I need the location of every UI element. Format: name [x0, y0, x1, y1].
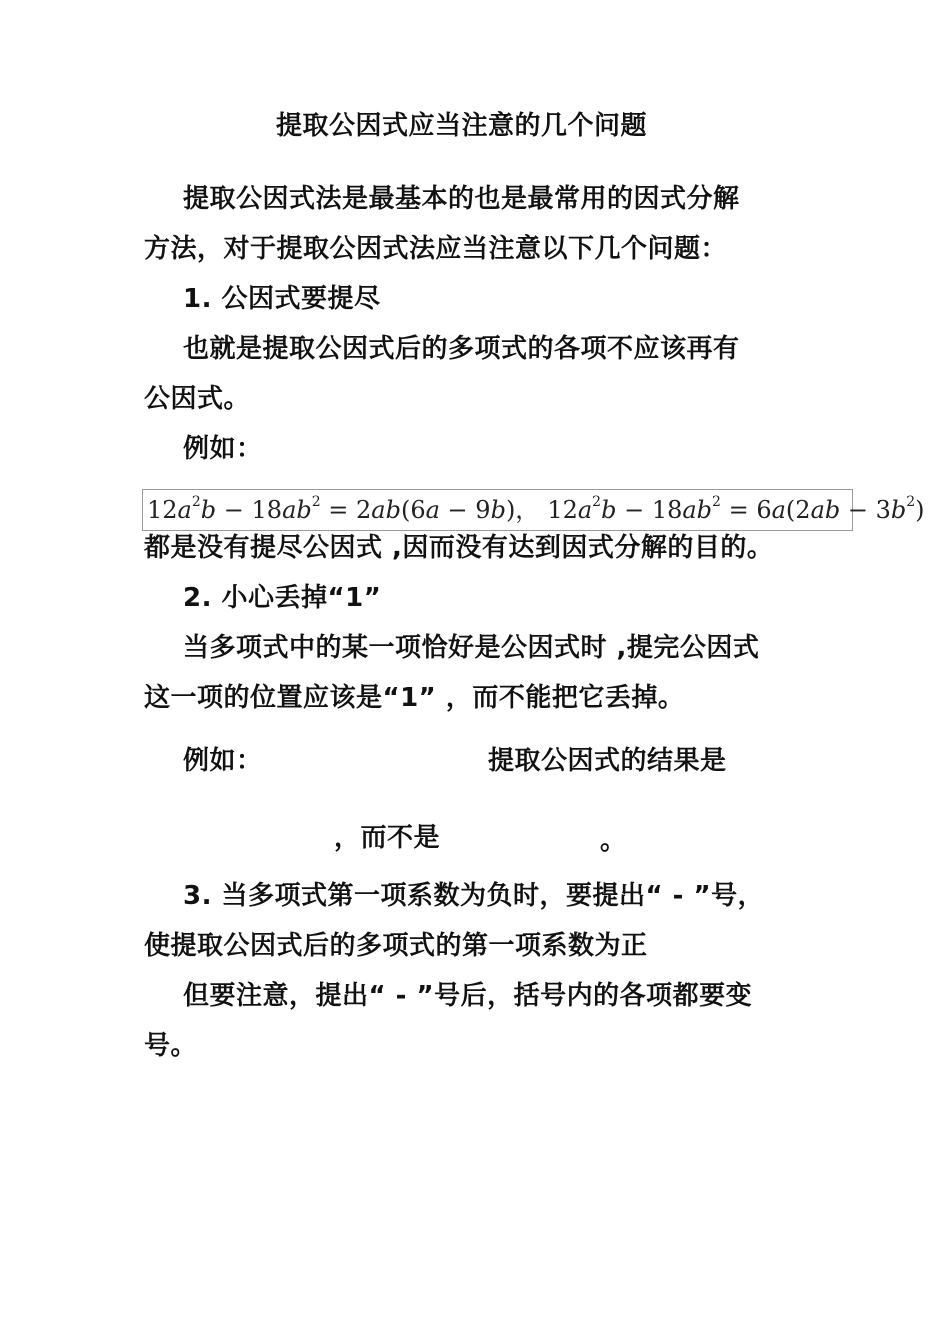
intro-line-2: 方法，对于提取公因式法应当注意以下几个问题： [144, 234, 728, 264]
section-1-conclusion: 都是没有提尽公因式 ,因而没有达到因式分解的目的。 [144, 533, 774, 563]
intro-line-1: 提取公因式法是最基本的也是最常用的因式分解 [183, 184, 740, 214]
section-3-heading: 3. 当多项式第一项系数为负时，要提出“ - ”号， [183, 881, 765, 911]
section-2-result-label: 提取公因式的结果是 [488, 746, 727, 776]
section-2-example-label: 例如： [183, 746, 263, 776]
formula-image: $12a^2b - 18ab^2 = 2ab(6a - 9b)$， $12a^2b - 18ab^2 = 6a(2ab - 3b^2)$ [142, 489, 853, 531]
section-2-period: 。 [600, 826, 627, 856]
section-3-note-line-2: 号。 [144, 1031, 198, 1061]
section-2-heading: 2. 小心丢掉“1” [183, 583, 382, 613]
section-3-line-2: 使提取公因式后的多项式的第一项系数为正 [144, 931, 648, 961]
section-1-body-line-2: 公因式。 [144, 384, 251, 414]
section-3-note-line-1: 但要注意，提出“ - ”号后，括号内的各项都要变 [183, 981, 753, 1011]
section-2-body-line-2: 这一项的位置应该是“1” ，而不能把它丢掉。 [144, 683, 685, 713]
section-1-body-line-1: 也就是提取公因式后的多项式的各项不应该再有 [183, 334, 740, 364]
document-title: 提取公因式应当注意的几个问题 [276, 111, 648, 141]
section-2-not-label: ，而不是 [334, 823, 441, 853]
section-2-body-line-1: 当多项式中的某一项恰好是公因式时 ,提完公因式 [183, 633, 760, 663]
section-1-heading: 1. 公因式要提尽 [183, 284, 381, 314]
section-1-example-label: 例如： [183, 434, 263, 464]
